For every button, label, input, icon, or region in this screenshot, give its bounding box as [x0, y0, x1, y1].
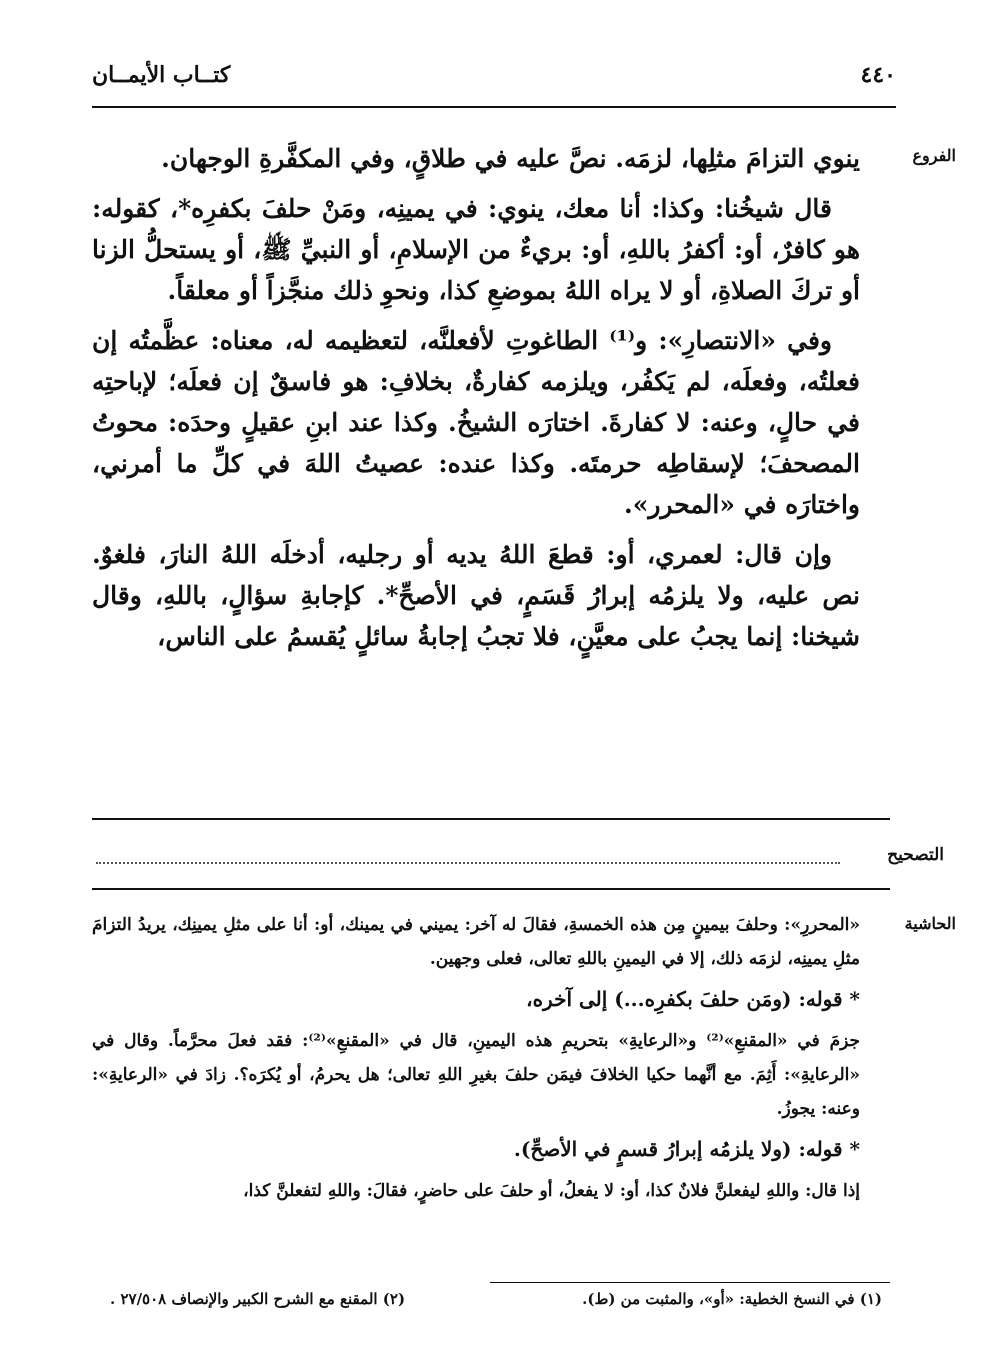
footnote-2: (٢) المقنع مع الشرح الكبير والإنصاف ٢٧/٥٠٨ .: [110, 1290, 406, 1308]
running-title: كتــاب الأيمــان: [92, 62, 231, 88]
page-header: [92, 62, 896, 102]
header-rule: [92, 106, 896, 108]
footnote-rule: [490, 1282, 890, 1283]
main-bottom-rule: [92, 818, 890, 820]
hashiya-paragraph-3: إذا قال: واللهِ ليفعلنَّ فلانٌ كذا، أو: لا يفعلُ، أو حلفَ على حاضرٍ، فقالَ: واللهِ لتفعلنَّ كذا،: [243, 1181, 860, 1201]
main-paragraph-3: وفي «الانتصارِ»: و⁽¹⁾ الطاغوتِ لأفعلنَّه، لتعظيمه له، معناه: عظَّمتُه إن فعلتُه، وفعلَه، لم يَكفُر، ويلزمه كفارةٌ، بخلافِ: هو فاسقٌ إن فعلَه؛ لإباحتِه في حالٍ، وعنه: لا كفارةَ. اختارَه الشيخُ. وكذا عند ابنِ عقيلٍ وحدَه: محوتُ المصحفَ؛ لإسقاطِه حرمتَه. وكذا عنده: عصيتُ اللهَ في كلِّ ما أمرني، واختارَه في «المحرر».: [92, 326, 860, 519]
main-paragraph-4: وإن قال: لعمري، أو: قطعَ اللهُ يديه أو رجليه، أدخلَه اللهُ النارَ، فلغوٌ. نص عليه، ولا يلزمُه إبرارُ قَسَمٍ، في الأصحِّ*. كإجابةِ سؤالٍ، باللهِ، وقال شيخنا: إنما يجبُ على معيَّنٍ، فلا تجبُ إجابةُ سائلٍ يُقسمُ على الناس،: [92, 540, 860, 651]
furu-label: الفروع: [912, 146, 956, 165]
hashiya-paragraph-1: «المحررِ»: وحلفَ بيمينٍ مِن هذه الخمسةِ، فقالَ له آخر: يميني في يمينك، أو: أنا على مثلِ يمينِك، يريدُ التزامَ مثلِ يمينِه، لزمَه ذلك، إلا في اليمينِ باللهِ تعالى، فعلى وجهين.: [92, 915, 860, 969]
main-text: [92, 138, 860, 666]
hashiya-label: الحاشية: [904, 914, 956, 933]
hashiya-quote-1: * قوله: (ومَن حلفَ بكفرِه...) إلى آخره،: [526, 987, 860, 1011]
correction-label: التصحيح: [887, 845, 944, 865]
footnote-1: (١) في النسخ الخطية: «أو»، والمثبت من (ط).: [582, 1290, 882, 1308]
hashiya-text: [92, 908, 860, 1214]
main-paragraph-1: ينوي التزامَ مثلِها، لزمَه. نصَّ عليه في طلاقٍ، وفي المكفَّرةِ الوجهان.: [161, 144, 860, 173]
correction-bottom-rule: [92, 888, 890, 890]
page-number: ٤٤٠: [860, 62, 896, 88]
hashiya-quote-2: * قوله: (ولا يلزمُه إبرارُ قسمٍ في الأصحِّ).: [513, 1137, 860, 1161]
correction-dotted-line: [96, 862, 840, 864]
hashiya-paragraph-2: جزمَ في «المقنعِ»⁽²⁾ و«الرعايةِ» بتحريمِ هذه اليمينِ، قال في «المقنعِ»⁽²⁾: فقد فعلَ محرَّماً. وقال في «الرعايةِ»: أَثِمَ. مع أنَّهما حكيا الخلافَ فيمَن حلفَ بغيرِ اللهِ تعالى؛ هل يحرمُ، أو يُكرَه؟. زادَ في «الرعايةِ»: وعنه: يجوزُ.: [92, 1031, 861, 1119]
main-paragraph-2: قال شيخُنا: وكذا: أنا معك، ينوي: في يمينِه، ومَنْ حلفَ بكفرِه*، كقوله: هو كافرٌ، أو: أكفرُ باللهِ، أو: بريءٌ من الإسلامِ، أو النبيِّ ﷺ، أو يستحلُّ الزنا أو تركَ الصلاةِ، أو لا يراه اللهُ بموضعِ كذا، ونحوِ ذلك منجَّزاً أو معلقاً.: [92, 194, 861, 305]
